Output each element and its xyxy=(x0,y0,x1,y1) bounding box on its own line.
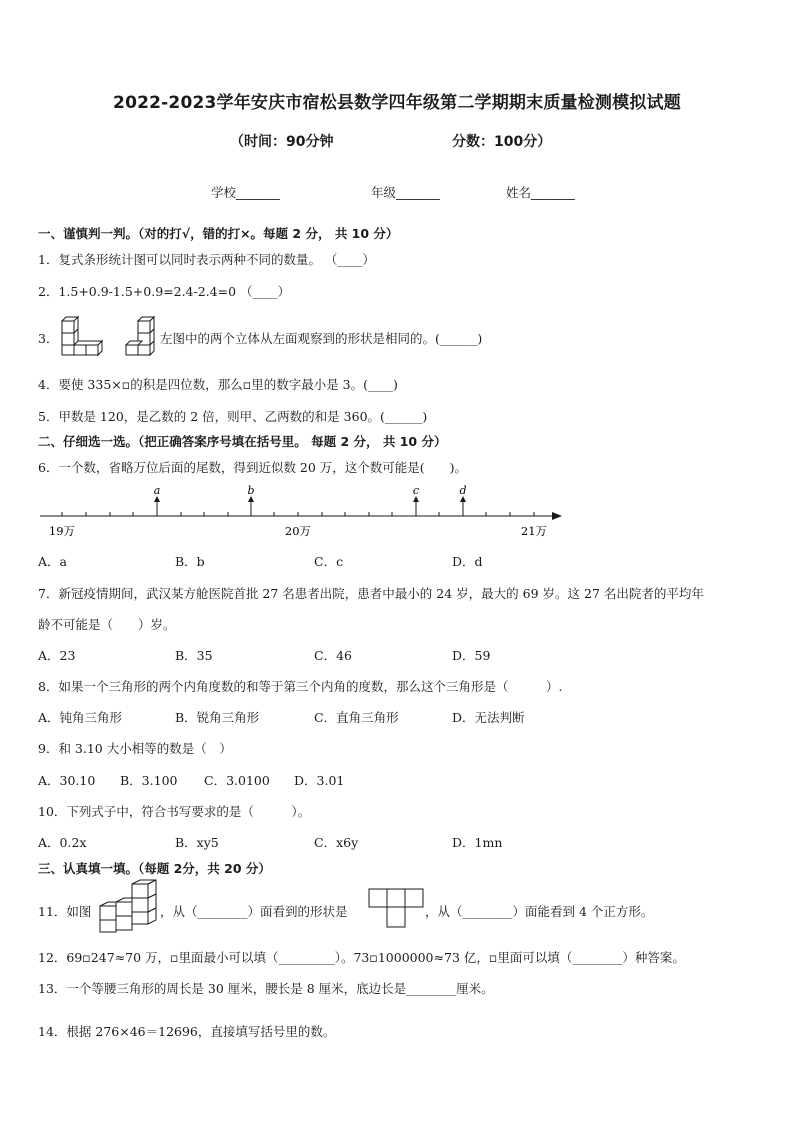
question-1: 1．复式条形统计图可以同时表示两种不同的数量。 （____） xyxy=(38,252,375,267)
q8-option-d: D．无法判断 xyxy=(452,710,525,725)
question-6: 6．一个数，省略万位后面的尾数，得到近似数 20 万，这个数可能是( )。 xyxy=(38,460,468,475)
time-label: （时间：90分钟 xyxy=(230,134,334,150)
q10-option-c: C．x6y xyxy=(314,835,359,850)
q8-option-c: C．直角三角形 xyxy=(314,710,399,725)
q9-option-d: D．3.01 xyxy=(294,773,345,788)
score-label: 分数：100分） xyxy=(452,134,552,150)
svg-text:d: d xyxy=(459,484,467,497)
question-7-line-2: 龄不可能是（ ）岁。 xyxy=(38,617,176,632)
q10-option-a: A．0.2x xyxy=(38,835,87,850)
q6-point-a xyxy=(154,484,161,512)
question-13: 13．一个等腰三角形的周长是 30 厘米，腰长是 8 厘米，底边长是________厘米。 xyxy=(38,981,494,996)
question-11-part-3: ，从（________）面能看到 4 个正方形。 xyxy=(425,904,654,919)
q7-option-c: C．46 xyxy=(314,648,352,663)
q10-option-b: B．xy5 xyxy=(175,835,219,850)
section-heading-fill: 三、认真填一填。（每题 2分，共 20 分） xyxy=(38,861,271,876)
question-5: 5．甲数是 120，是乙数的 2 倍，则甲、乙两数的和是 360。(______) xyxy=(38,409,428,424)
q3-cube-figure-2 xyxy=(124,316,160,356)
q6-option-b: B．b xyxy=(175,554,205,569)
school-field: 学校_______ xyxy=(211,185,280,200)
q6-option-a: A．a xyxy=(38,554,67,569)
q9-option-b: B．3.100 xyxy=(120,773,178,788)
question-9: 9．和 3.10 大小相等的数是（ ） xyxy=(38,741,232,756)
q6-point-b xyxy=(247,484,254,512)
q9-option-a: A．30.10 xyxy=(38,773,96,788)
page-title: 2022-2023学年安庆市宿松县数学四年级第二学期期末质量检测模拟试题 xyxy=(113,93,681,113)
q8-option-a: A．钝角三角形 xyxy=(38,710,123,725)
q6-option-c: C．c xyxy=(314,554,344,569)
grade-field: 年级_______ xyxy=(371,185,440,200)
section-heading-choose: 二、仔细选一选。（把正确答案序号填在括号里。 每题 2 分， 共 10 分） xyxy=(38,434,447,449)
q6-point-c xyxy=(413,484,419,512)
question-8: 8．如果一个三角形的两个内角度数的和等于第三个内角的度数，那么这个三角形是（ ）. xyxy=(38,679,563,694)
question-4: 4．要使 335×▫的积是四位数，那么▫里的数字最小是 3。(____) xyxy=(38,377,398,392)
q7-option-a: A．23 xyxy=(38,648,76,663)
q6-option-d: D．d xyxy=(452,554,483,569)
question-12: 12．69▫247≈70 万，▫里面最小可以填（_________）。73▫1000000≈73 亿，▫里面可以填（________）种答案。 xyxy=(38,950,685,965)
q6-point-d xyxy=(459,484,466,512)
q7-option-d: D．59 xyxy=(452,648,491,663)
q11-cube-figure xyxy=(92,880,158,932)
svg-text:a: a xyxy=(153,484,161,497)
svg-text:c: c xyxy=(412,484,420,497)
question-3-text: 左图中的两个立体从左面观察到的形状是相同的。(______) xyxy=(160,331,483,346)
name-field: 姓名_______ xyxy=(506,185,575,200)
question-14: 14．根据 276×46＝12696，直接填写括号里的数。 xyxy=(38,1024,336,1039)
question-11-part-2: ，从（________）面看到的形状是 xyxy=(160,904,348,919)
q11-view-shape xyxy=(368,888,426,930)
q6-tick-label: 20万 xyxy=(284,524,312,538)
question-11-part-1: 11．如图 xyxy=(38,904,92,919)
question-2: 2．1.5+0.9-1.5+0.9=2.4-2.4=0 （____） xyxy=(38,284,290,299)
q9-option-c: C．3.0100 xyxy=(204,773,270,788)
svg-text:b: b xyxy=(247,484,255,497)
q7-option-b: B．35 xyxy=(175,648,213,663)
question-10: 10．下列式子中，符合书写要求的是（ ）。 xyxy=(38,804,311,819)
section-heading-judge: 一、谨慎判一判。（对的打√，错的打×。每题 2 分， 共 10 分） xyxy=(38,226,399,241)
q6-number-line xyxy=(38,482,568,540)
question-7-line-1: 7．新冠疫情期间，武汉某方舱医院首批 27 名患者出院，患者中最小的 24 岁，最大的 69 岁。这 27 名出院者的平均年 xyxy=(38,586,704,601)
q8-option-b: B．锐角三角形 xyxy=(175,710,260,725)
q10-option-d: D．1mn xyxy=(452,835,503,850)
question-3-number: 3． xyxy=(38,331,59,346)
q6-tick-label: 21万 xyxy=(520,524,548,538)
q6-tick-label: 19万 xyxy=(48,524,76,538)
q3-cube-figure-1 xyxy=(60,316,106,356)
